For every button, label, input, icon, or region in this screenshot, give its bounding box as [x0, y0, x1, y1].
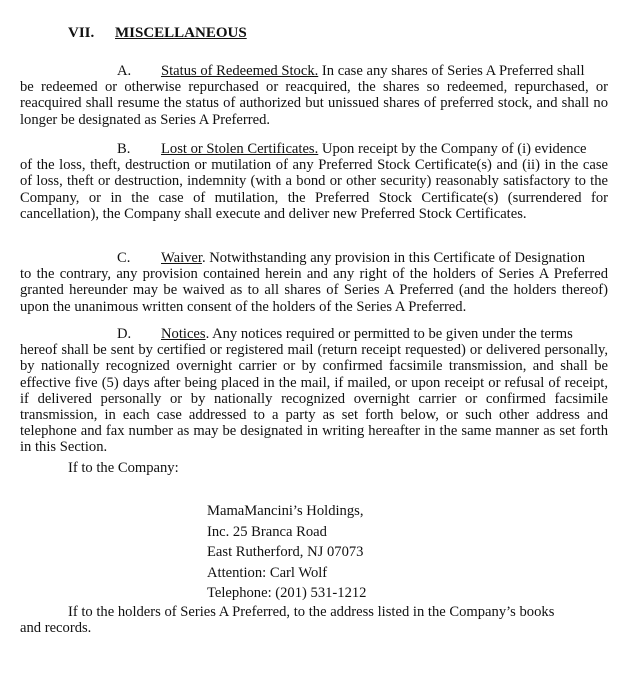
address-line-street: Inc. 25 Branca Road	[207, 523, 327, 540]
paragraph-first-line: . Any notices required or permitted to be given under the terms	[205, 326, 573, 342]
holders-first-line: If to the holders of Series A Preferred, to the address listed in the Company’s books	[68, 604, 555, 620]
section-title: MISCELLANEOUS	[115, 25, 247, 41]
address-line-attention: Attention: Carl Wolf	[207, 564, 328, 581]
paragraph-first-line: . Notwithstanding any provision in this Certificate of Designation	[201, 250, 585, 266]
paragraph-caption: Waiver	[161, 250, 202, 266]
paragraph-caption: Lost or Stolen Certificates.	[161, 141, 319, 157]
paragraph-caption: Notices	[161, 326, 206, 342]
paragraph-d	[20, 326, 608, 456]
address-line-company: MamaMancini’s Holdings,	[207, 503, 364, 519]
paragraph-letter: B.	[117, 141, 131, 157]
company-address-block	[207, 501, 366, 604]
if-to-company-label: If to the Company:	[68, 460, 179, 476]
paragraph-c	[20, 250, 608, 315]
section-number: VII.	[68, 25, 95, 41]
paragraph-first-line: Upon receipt by the Company of (i) evidence	[318, 141, 587, 157]
paragraph-b	[20, 141, 608, 222]
paragraph-letter: C.	[117, 250, 131, 266]
holders-paragraph	[20, 604, 608, 636]
holders-rest: and records.	[20, 620, 92, 637]
section-heading	[68, 25, 247, 41]
paragraph-body: be redeemed or otherwise repurchased or reacquired, the shares so redeemed, repurchased, or reacquired shall resume the status of authorized but unissued shares of preferred stock, and shall no longer be designated as Series A Preferred.	[20, 79, 608, 128]
paragraph-first-line: In case any shares of Series A Preferred shall	[318, 63, 585, 79]
address-line-telephone: Telephone: (201) 531-1212	[207, 585, 367, 601]
address-line-city: East Rutherford, NJ 07073	[207, 544, 364, 560]
paragraph-letter: D.	[117, 326, 132, 342]
paragraph-a	[20, 63, 608, 128]
paragraph-body: to the contrary, any provision contained herein and any right of the holders of Series A Preferred granted hereunder may be waived as to all shares of Series A Preferred (and the holders thereof) upon the unanimous written consent of the holders of the Series A Preferred.	[20, 266, 608, 315]
paragraph-caption: Status of Redeemed Stock.	[161, 63, 319, 79]
paragraph-letter: A.	[117, 63, 132, 79]
paragraph-body: of the loss, theft, destruction or mutilation of any Preferred Stock Certificate(s) and (ii) in the case of loss, theft or destruction, indemnity (with a bond or other security) reasonably satisfactory to the Company, or in the case of mutilation, the Preferred Stock Certificate(s) (surrendered for cancellation), the Company shall execute and deliver new Preferred Stock Certificates.	[20, 157, 608, 222]
paragraph-body: hereof shall be sent by certified or registered mail (return receipt requested) or delivered personally, by nationally recognized overnight carrier or by confirmed facsimile transmission, and shall be effective five (5) days after being placed in the mail, if mailed, or upon receipt or refusal of receipt, if delivered personally or by nationally recognized overnight carrier or confirmed facsimile transmission, in each case addressed to a party as set forth below, or such other address and telephone and fax number as may be designated in writing hereafter in the same manner as set forth in this Section.	[20, 342, 608, 456]
